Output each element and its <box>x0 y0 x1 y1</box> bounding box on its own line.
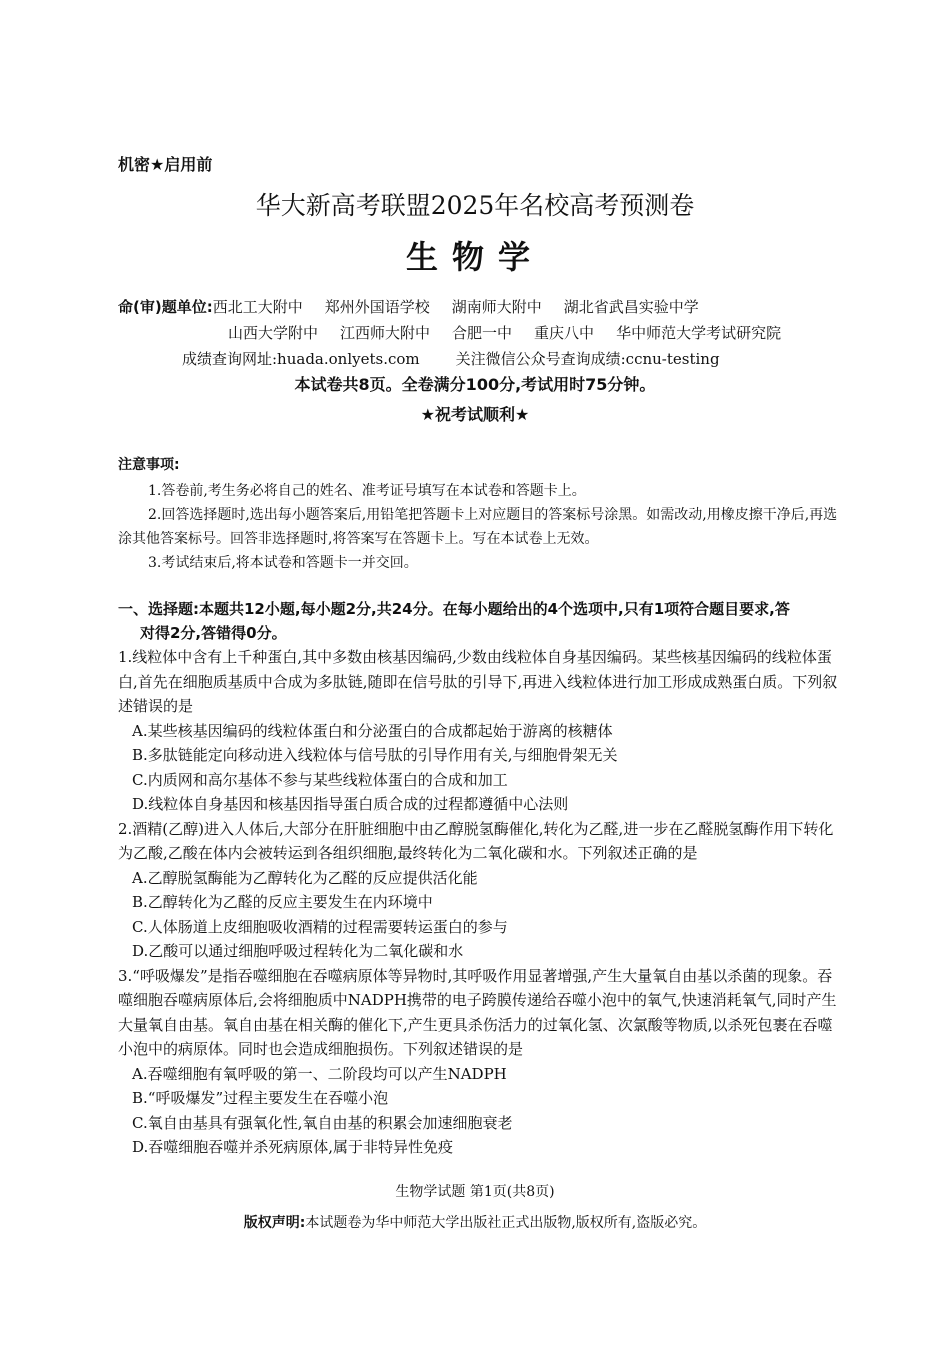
unit-name: 合肥一中 <box>452 324 513 342</box>
unit-name: 湖北省武昌实验中学 <box>563 298 699 316</box>
question-1 <box>118 645 840 817</box>
wechat-query: 关注微信公众号查询成绩:ccnu-testing <box>455 350 720 368</box>
section-line-2: 对得2分,答错得0分。 <box>140 624 287 642</box>
option-c: C.人体肠道上皮细胞吸收酒精的过程需要转运蛋白的参与 <box>132 917 508 936</box>
exam-title: 华大新高考联盟2025年名校高考预测卷 <box>255 191 695 220</box>
option-b: B.多肽链能定向移动进入线粒体与信号肽的引导作用有关,与细胞骨架无关 <box>132 746 618 764</box>
unit-name: 湖南师大附中 <box>451 298 542 316</box>
question-list <box>118 645 840 1160</box>
notes-section <box>118 453 838 575</box>
question-stem: 3.“呼吸爆发”是指吞噬细胞在吞噬病原体等异物时,其呼吸作用显著增强,产生大量氧自由基以杀菌的现象。吞噬细胞吞噬病原体后,会将细胞质中NADPH携带的电子跨膜传递给吞噬小泡中的氧气,快速消耗氧气,同时产生大量氧自由基。氧自由基在相关酶的催化下,产生更具杀伤活力的过氧化氢、次氯酸等物质,以杀死包裹在吞噬小泡中的病原体。同时也会造成细胞损伤。下列叙述错误的是 <box>118 966 837 1058</box>
units-line-2 <box>118 320 848 346</box>
subject-title: 生物学 <box>405 238 544 276</box>
notes-heading: 注意事项: <box>118 457 180 473</box>
unit-name: 山西大学附中 <box>228 324 319 342</box>
copyright-text: 本试题卷为华中师范大学出版社正式出版物,版权所有,盗版必究。 <box>305 1215 707 1231</box>
option-c: C.内质网和高尔基体不参与某些线粒体蛋白的合成和加工 <box>132 770 508 789</box>
page-footer: 生物学试题 第1页(共8页) <box>395 1184 555 1200</box>
copyright-notice <box>0 1212 950 1232</box>
units-line-1 <box>118 294 848 320</box>
unit-name: 华中师范大学考试研究院 <box>616 324 782 342</box>
query-site: 成绩查询网址:huada.onlyets.com <box>182 350 420 368</box>
unit-name: 重庆八中 <box>534 324 595 342</box>
question-stem: 2.酒精(乙醇)进入人体后,大部分在肝脏细胞中由乙醇脱氢酶催化,转化为乙醛,进一步在乙醛脱氢酶作用下转化为乙酸,乙酸在体内会被转运到各组织细胞,最终转化为二氧化碳和水。下列叙述正确的是 <box>118 819 834 862</box>
exam-info: 本试卷共8页。全卷满分100分,考试用时75分钟。 <box>294 375 656 394</box>
unit-name: 郑州外国语学校 <box>324 298 430 316</box>
note-item: 1.答卷前,考生务必将自己的姓名、准考证号填写在本试卷和答题卡上。 <box>148 483 586 499</box>
section-line-1: 一、选择题:本题共12小题,每小题2分,共24分。在每小题给出的4个选项中,只有1项符合题目要求,答 <box>118 600 790 618</box>
units-label: 命(审)题单位: <box>118 298 213 316</box>
option-a: A.某些核基因编码的线粒体蛋白和分泌蛋白的合成都起始于游离的核糖体 <box>132 721 613 740</box>
option-d: D.乙酸可以通过细胞呼吸过程转化为二氧化碳和水 <box>132 942 464 960</box>
option-d: D.吞噬细胞吞噬并杀死病原体,属于非特异性免疫 <box>132 1138 454 1156</box>
section-heading <box>118 597 840 645</box>
option-c: C.氧自由基具有强氧化性,氧自由基的积累会加速细胞衰老 <box>132 1113 513 1132</box>
copyright-label: 版权声明: <box>243 1215 306 1231</box>
note-item: 2.回答选择题时,选出每小题答案后,用铅笔把答题卡上对应题目的答案标号涂黑。如需改动,用橡皮擦干净后,再选涂其他答案标号。回答非选择题时,将答案写在答题卡上。写在本试卷上无效。 <box>118 507 838 547</box>
option-d: D.线粒体自身基因和核基因指导蛋白质合成的过程都遵循中心法则 <box>132 795 569 813</box>
question-stem: 1.线粒体中含有上千种蛋白,其中多数由核基因编码,少数由线粒体自身基因编码。某些核基因编码的线粒体蛋白,首先在细胞质基质中合成为多肽链,随即在信号肽的引导下,再进入线粒体进行加工形成成熟蛋白质。下列叙述错误的是 <box>118 648 838 715</box>
confidential-mark: 机密★启用前 <box>118 155 213 174</box>
option-a: A.乙醇脱氢酶能为乙醇转化为乙醛的反应提供活化能 <box>132 868 478 887</box>
question-2 <box>118 817 840 964</box>
query-info <box>118 346 848 372</box>
good-luck-line: ★祝考试顺利★ <box>420 405 530 424</box>
option-a: A.吞噬细胞有氧呼吸的第一、二阶段均可以产生NADPH <box>132 1064 507 1083</box>
question-3 <box>118 964 840 1160</box>
unit-name: 西北工大附中 <box>212 298 303 316</box>
unit-name: 江西师大附中 <box>340 324 431 342</box>
option-b: B.乙醇转化为乙醛的反应主要发生在内环境中 <box>132 893 433 911</box>
note-item: 3.考试结束后,将本试卷和答题卡一并交回。 <box>148 555 418 571</box>
option-b: B.“呼吸爆发”过程主要发生在吞噬小泡 <box>132 1089 389 1107</box>
author-units <box>118 294 848 372</box>
